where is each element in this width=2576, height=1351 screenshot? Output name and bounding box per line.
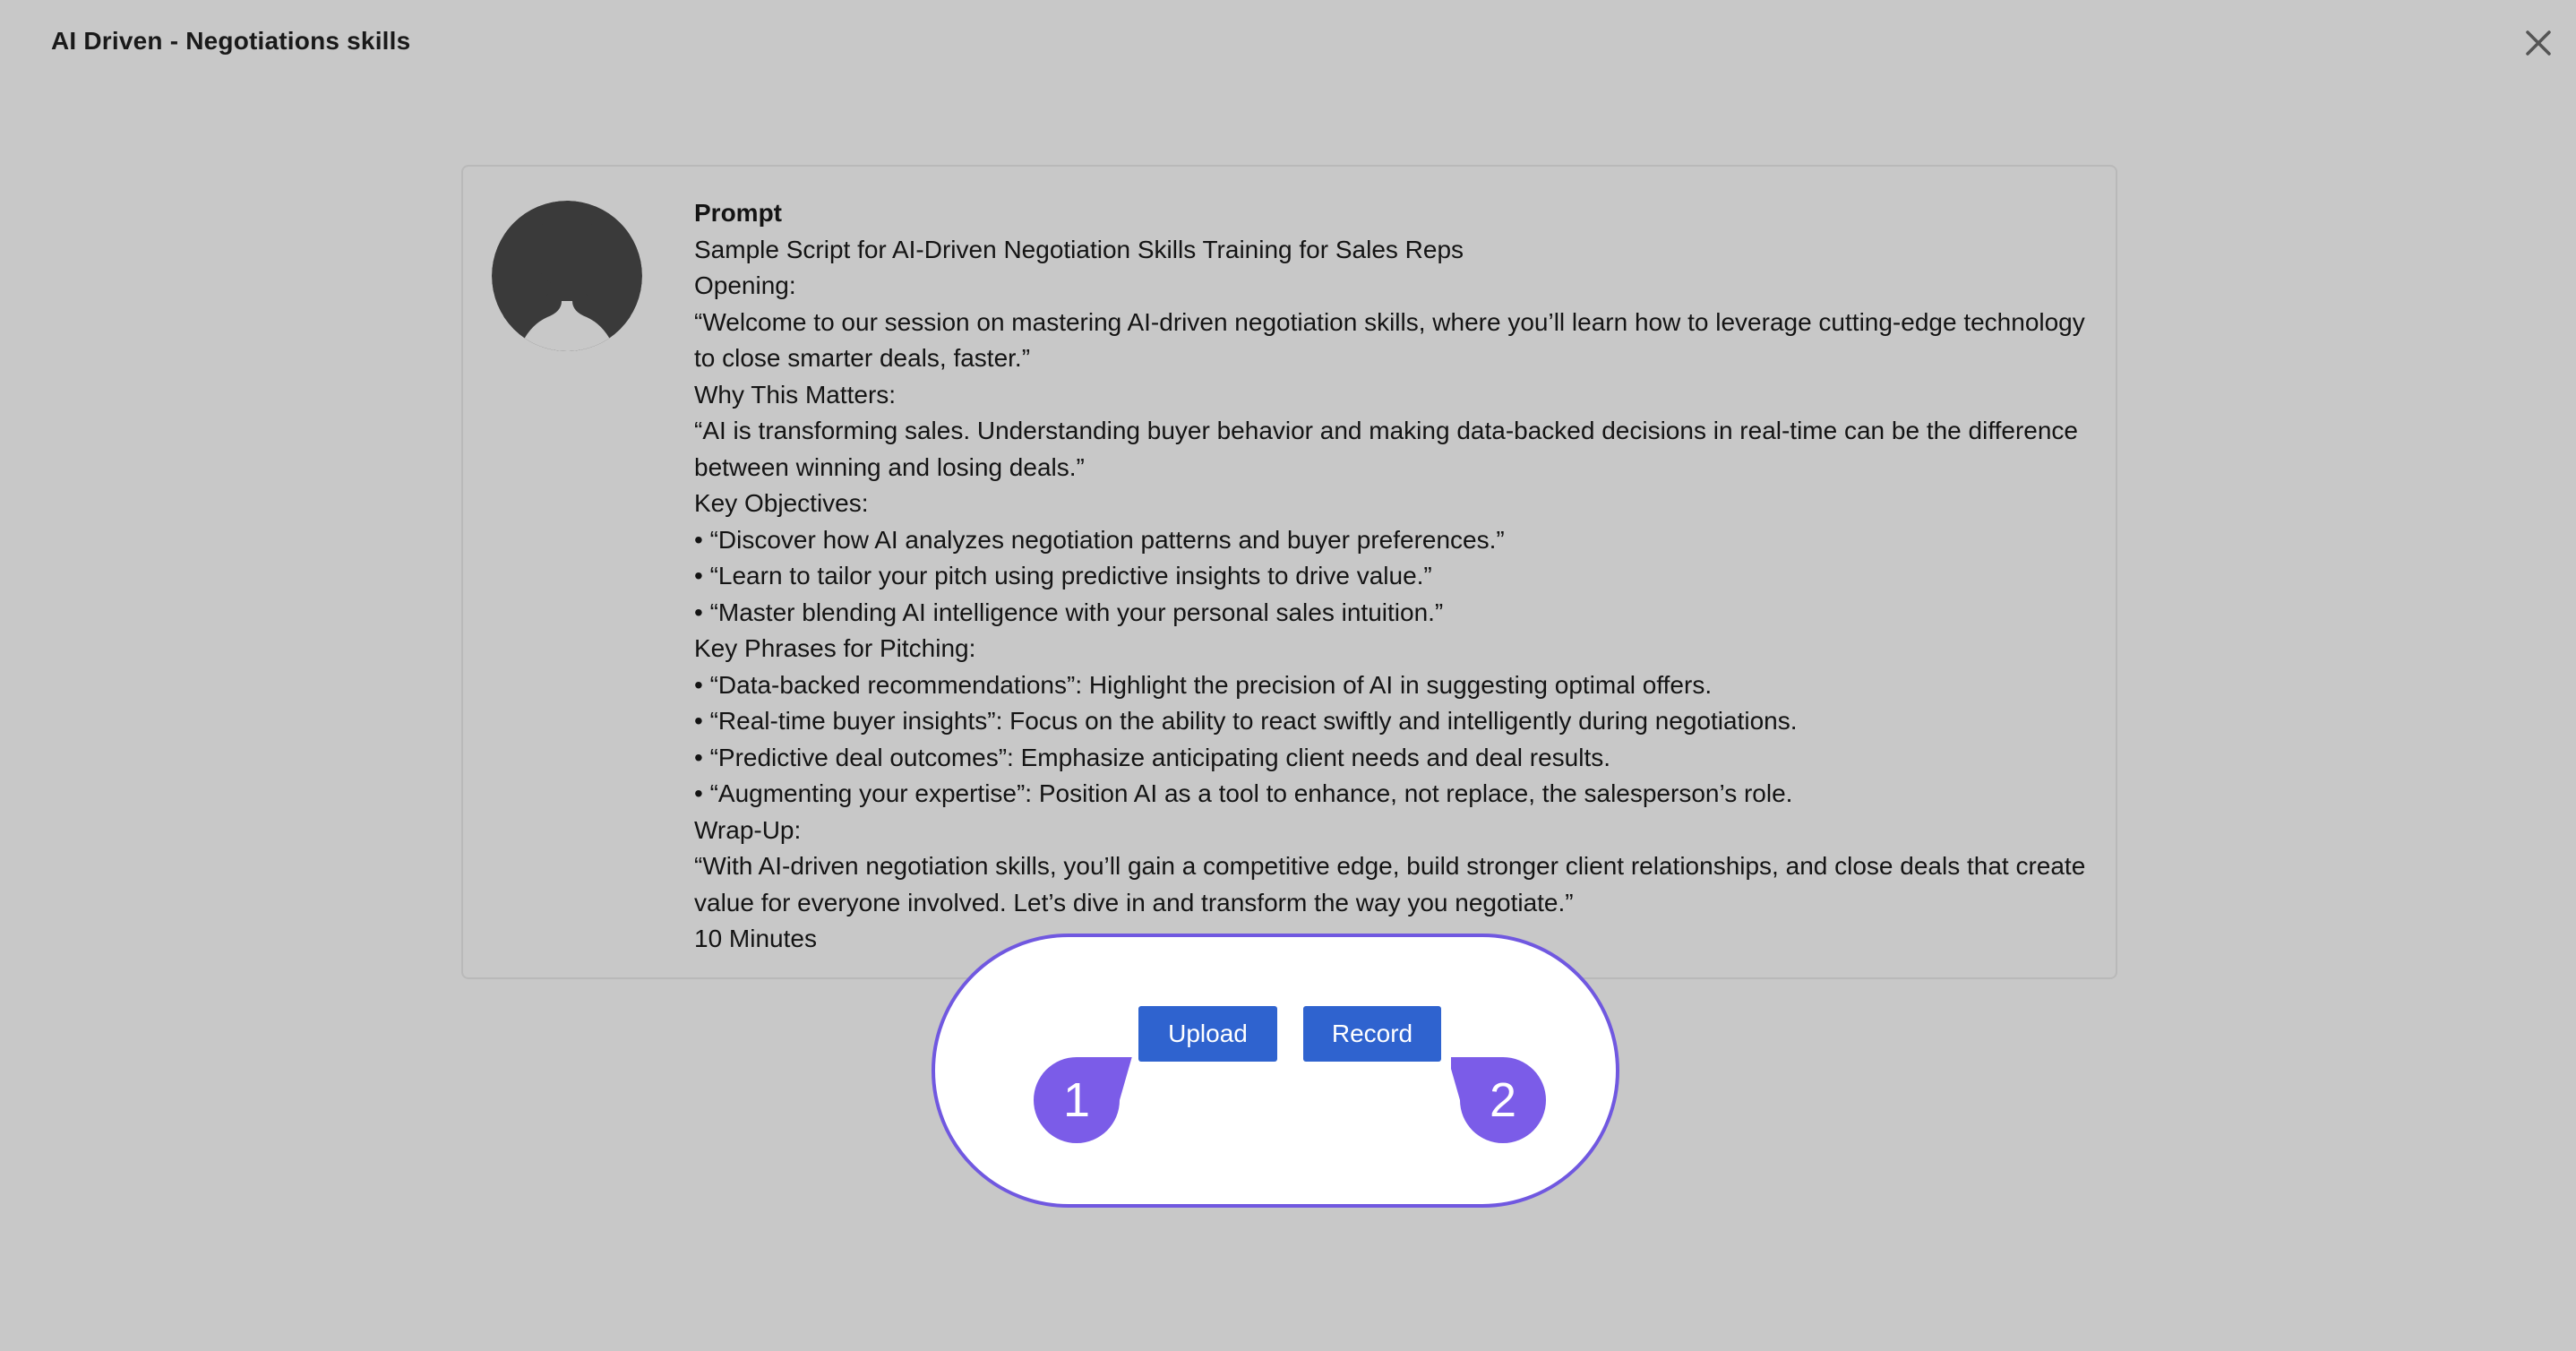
prompt-line-wrapup-heading: Wrap-Up: <box>694 815 802 844</box>
prompt-line-objective-2: • “Learn to tailor your pitch using predictive insights to drive value.” <box>694 562 1432 589</box>
prompt-content <box>694 195 2100 958</box>
prompt-card <box>461 165 2117 979</box>
user-avatar-icon <box>492 201 642 351</box>
step-marker-1-number: 1 <box>1062 1073 1091 1127</box>
step-marker-2-number: 2 <box>1489 1073 1517 1127</box>
prompt-line-phrase-1: • “Data-backed recommendations”: Highlight the precision of AI in suggesting optimal offers. <box>694 670 1713 699</box>
prompt-line-objective-1: • “Discover how AI analyzes negotiation patterns and buyer preferences.” <box>694 525 1505 554</box>
prompt-line-why-text: “AI is transforming sales. Understanding buyer behavior and making data-backed decisions in real-time can be the difference between winning and losing deals.” <box>694 417 2078 481</box>
step-marker-2 <box>1451 1057 1544 1150</box>
upload-button[interactable]: Upload <box>1138 1006 1277 1062</box>
prompt-line-opening-text: “Welcome to our session on mastering AI-driven negotiation skills, where you’ll learn how to leverage cutting-edge technology to close smarter deals, faster.” <box>694 307 2085 372</box>
prompt-line-phrase-4: • “Augmenting your expertise”: Position AI as a tool to enhance, not replace, the salesperson’s role. <box>694 779 1793 807</box>
step-marker-1 <box>1034 1057 1127 1150</box>
record-button[interactable]: Record <box>1303 1006 1441 1062</box>
avatar <box>492 201 642 351</box>
prompt-line-phrase-2: • “Real-time buyer insights”: Focus on the ability to react swiftly and intelligently during negotiations. <box>694 707 1798 735</box>
dialog-title: AI Driven - Negotiations skills <box>51 27 411 55</box>
prompt-line-phrase-3: • “Predictive deal outcomes”: Emphasize anticipating client needs and deal results. <box>694 743 1611 771</box>
prompt-line-phrases-heading: Key Phrases for Pitching: <box>694 634 976 662</box>
prompt-line-objectives-heading: Key Objectives: <box>694 489 869 517</box>
prompt-line-duration: 10 Minutes <box>694 925 817 952</box>
prompt-label: Prompt <box>694 199 782 227</box>
close-icon <box>2522 27 2555 59</box>
close-button[interactable] <box>2522 27 2555 59</box>
prompt-line-why-heading: Why This Matters: <box>694 380 897 409</box>
prompt-line-opening-heading: Opening: <box>694 271 796 299</box>
prompt-line-wrapup-text: “With AI-driven negotiation skills, you’ll gain a competitive edge, build stronger client relationships, and close deals that create value for everyone involved. Let’s dive in and transform the way you negotiate.” <box>694 852 2086 916</box>
prompt-line-title: Sample Script for AI-Driven Negotiation Skills Training for Sales Reps <box>694 235 1464 263</box>
prompt-line-objective-3: • “Master blending AI intelligence with your personal sales intuition.” <box>694 598 1444 626</box>
